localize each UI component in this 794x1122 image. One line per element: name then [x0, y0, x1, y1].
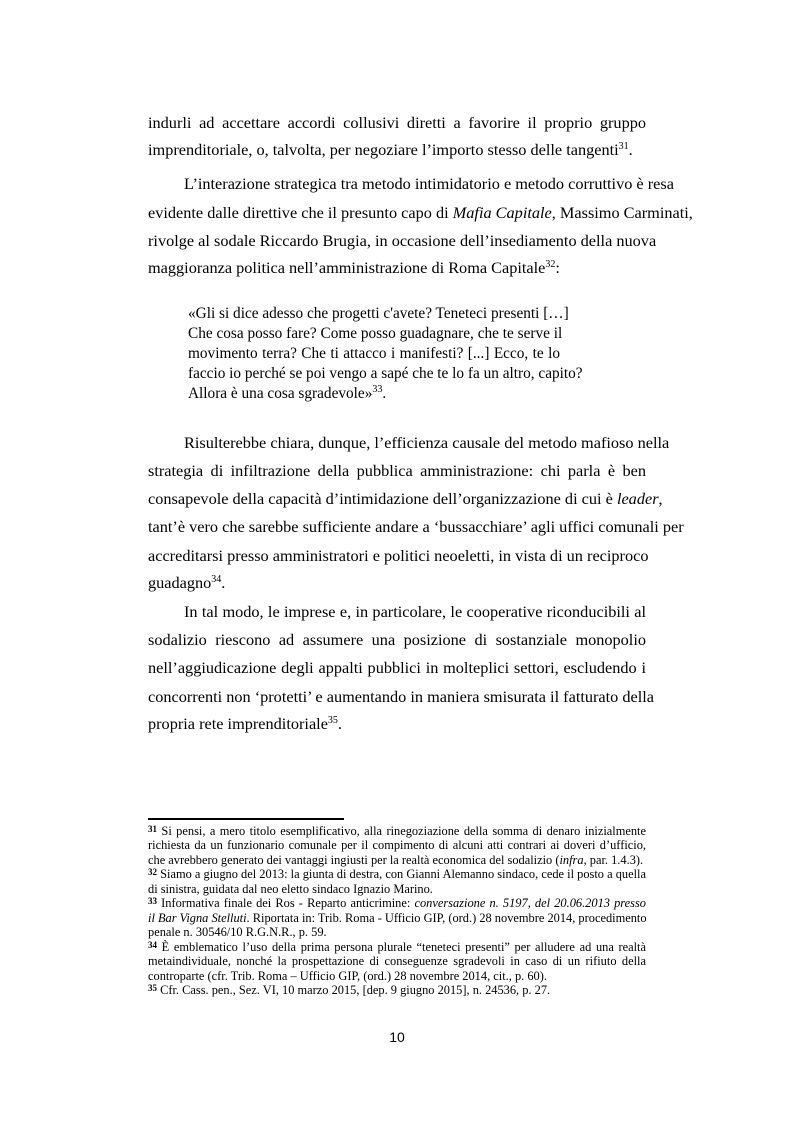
footnote-ref: 33	[372, 384, 383, 395]
italic-term: infra	[559, 853, 584, 867]
paragraph-line: sodalizio riescono ad assumere una posizione di sostanziale monopolio	[148, 630, 646, 649]
italic-term: Mafia Capitale	[452, 203, 552, 222]
paragraph-line: propria rete imprenditoriale$^{35}$.	[148, 714, 342, 733]
page-number: 10	[389, 1029, 405, 1045]
paragraph-line: imprenditoriale, o, talvolta, per negoziare l’importo stesso delle tangenti$^{31}$.	[148, 140, 633, 159]
footnote-number: 33	[148, 896, 157, 906]
italic-term: il Bar Vigna Stelluti	[148, 911, 247, 925]
quote-line: «Gli si dice adesso che progetti c'avete? Teneteci presenti […]	[188, 305, 569, 322]
footnote-line: controparte (cfr. Trib. Roma – Ufficio GIP, (ord.) 28 novembre 2014, cit., p. 60).	[148, 969, 547, 983]
footnote-line: richiesta da un funzionario comunale per il compimento di alcuni atti contrari ai doveri d’ufficio,	[148, 838, 646, 852]
footnote-line: che avrebbero generato dei vantaggi ingiusti per la realtà economica del sodalizio (infra, par. 1.4.3).	[148, 853, 644, 867]
footnote-line: $^{32}$ Siamo a giugno del 2013: la giunta di destra, con Gianni Alemanno sindaco, cede il posto a quella	[148, 867, 646, 881]
paragraph-line: guadagno$^{34}$.	[148, 573, 226, 592]
italic-term: conversazione n. 5197, del 20.06.2013 presso	[414, 896, 646, 910]
footnote-number: 32	[148, 867, 157, 877]
footnote-number: 35	[148, 983, 157, 993]
paragraph-line: nell’aggiudicazione degli appalti pubblici in molteplici settori, escludendo i	[148, 658, 646, 677]
paragraph-line: tant’è vero che sarebbe sufficiente andare a ‘bussacchiare’ agli uffici comunali per	[148, 517, 684, 536]
paragraph-line: L’interazione strategica tra metodo intimidatorio e metodo corruttivo è resa	[184, 174, 674, 193]
footnote-ref: 34	[211, 574, 222, 585]
footnote-line: metaindividuale, nonché la prospettazione di conseguenze sgradevoli in caso di un rifiuto della	[148, 954, 646, 968]
paragraph-line: In tal modo, le imprese e, in particolare, le cooperative riconducibili al	[184, 602, 646, 621]
footnote-number: 34	[148, 940, 157, 950]
footnote-ref: 31	[618, 141, 629, 152]
footnote-ref: 32	[545, 259, 556, 270]
footnote-line: $^{31}$ Si pensi, a mero titolo esemplificativo, alla rinegoziazione della somma di denaro inizialmente	[148, 824, 646, 838]
paragraph-line: indurli ad accettare accordi collusivi diretti a favorire il proprio gruppo	[148, 113, 646, 132]
footnote-line: $^{34}$ È emblematico l’uso della prima persona plurale “teneteci presenti” per alludere ad una realtà	[148, 940, 646, 954]
paragraph-line: Risulterebbe chiara, dunque, l’efficienza causale del metodo mafioso nella	[184, 433, 670, 452]
footnote-separator	[148, 818, 344, 820]
paragraph-line: maggioranza politica nell’amministrazione di Roma Capitale$^{32}$:	[148, 258, 560, 277]
quote-line: Allora è una cosa sgradevole»$^{33}$.	[188, 384, 387, 402]
quote-line: Che cosa posso fare? Come posso guadagnare, che te serve il	[188, 325, 563, 342]
paragraph-line: evidente dalle direttive che il presunto capo di Mafia Capitale, Massimo Carminati,	[148, 203, 693, 222]
paragraph-line: consapevole della capacità d’intimidazione dell’organizzazione di cui è leader,	[148, 489, 663, 508]
quote-line: faccio io perché se poi vengo a sapé che te lo fa un altro, capito?	[188, 365, 583, 382]
footnote-ref: 35	[327, 715, 338, 726]
paragraph-line: rivolge al sodale Riccardo Brugia, in occasione dell’insediamento della nuova	[148, 231, 657, 250]
paragraph-line: strategia di infiltrazione della pubblica amministrazione: chi parla è ben	[148, 461, 646, 480]
footnote-line: il Bar Vigna Stelluti. Riportata in: Trib. Roma - Ufficio GIP, (ord.) 28 novembre 2014, procedimento	[148, 911, 647, 925]
footnote-line: di sinistra, guidata dal neo eletto sindaco Ignazio Marino.	[148, 882, 433, 896]
footnote-number: 31	[148, 824, 157, 834]
footnote-line: penale n. 30546/10 R.G.N.R., p. 59.	[148, 925, 327, 939]
paragraph-line: accreditarsi presso amministratori e politici neoeletti, in vista di un reciproco	[148, 546, 649, 565]
paragraph-line: concorrenti non ‘protetti’ e aumentando in maniera smisurata il fatturato della	[148, 687, 655, 706]
footnote-line: $^{33}$ Informativa finale dei Ros - Reparto anticrimine: conversazione n. 5197, del 20.06.2013 presso	[148, 896, 646, 910]
italic-term: leader	[616, 489, 659, 508]
quote-line: movimento terra? Che ti attacco i manifesti? [...] Ecco, te lo	[188, 345, 560, 362]
footnote-line: $^{35}$ Cfr. Cass. pen., Sez. VI, 10 marzo 2015, [dep. 9 giugno 2015], n. 24536, p. 27.	[148, 983, 551, 997]
